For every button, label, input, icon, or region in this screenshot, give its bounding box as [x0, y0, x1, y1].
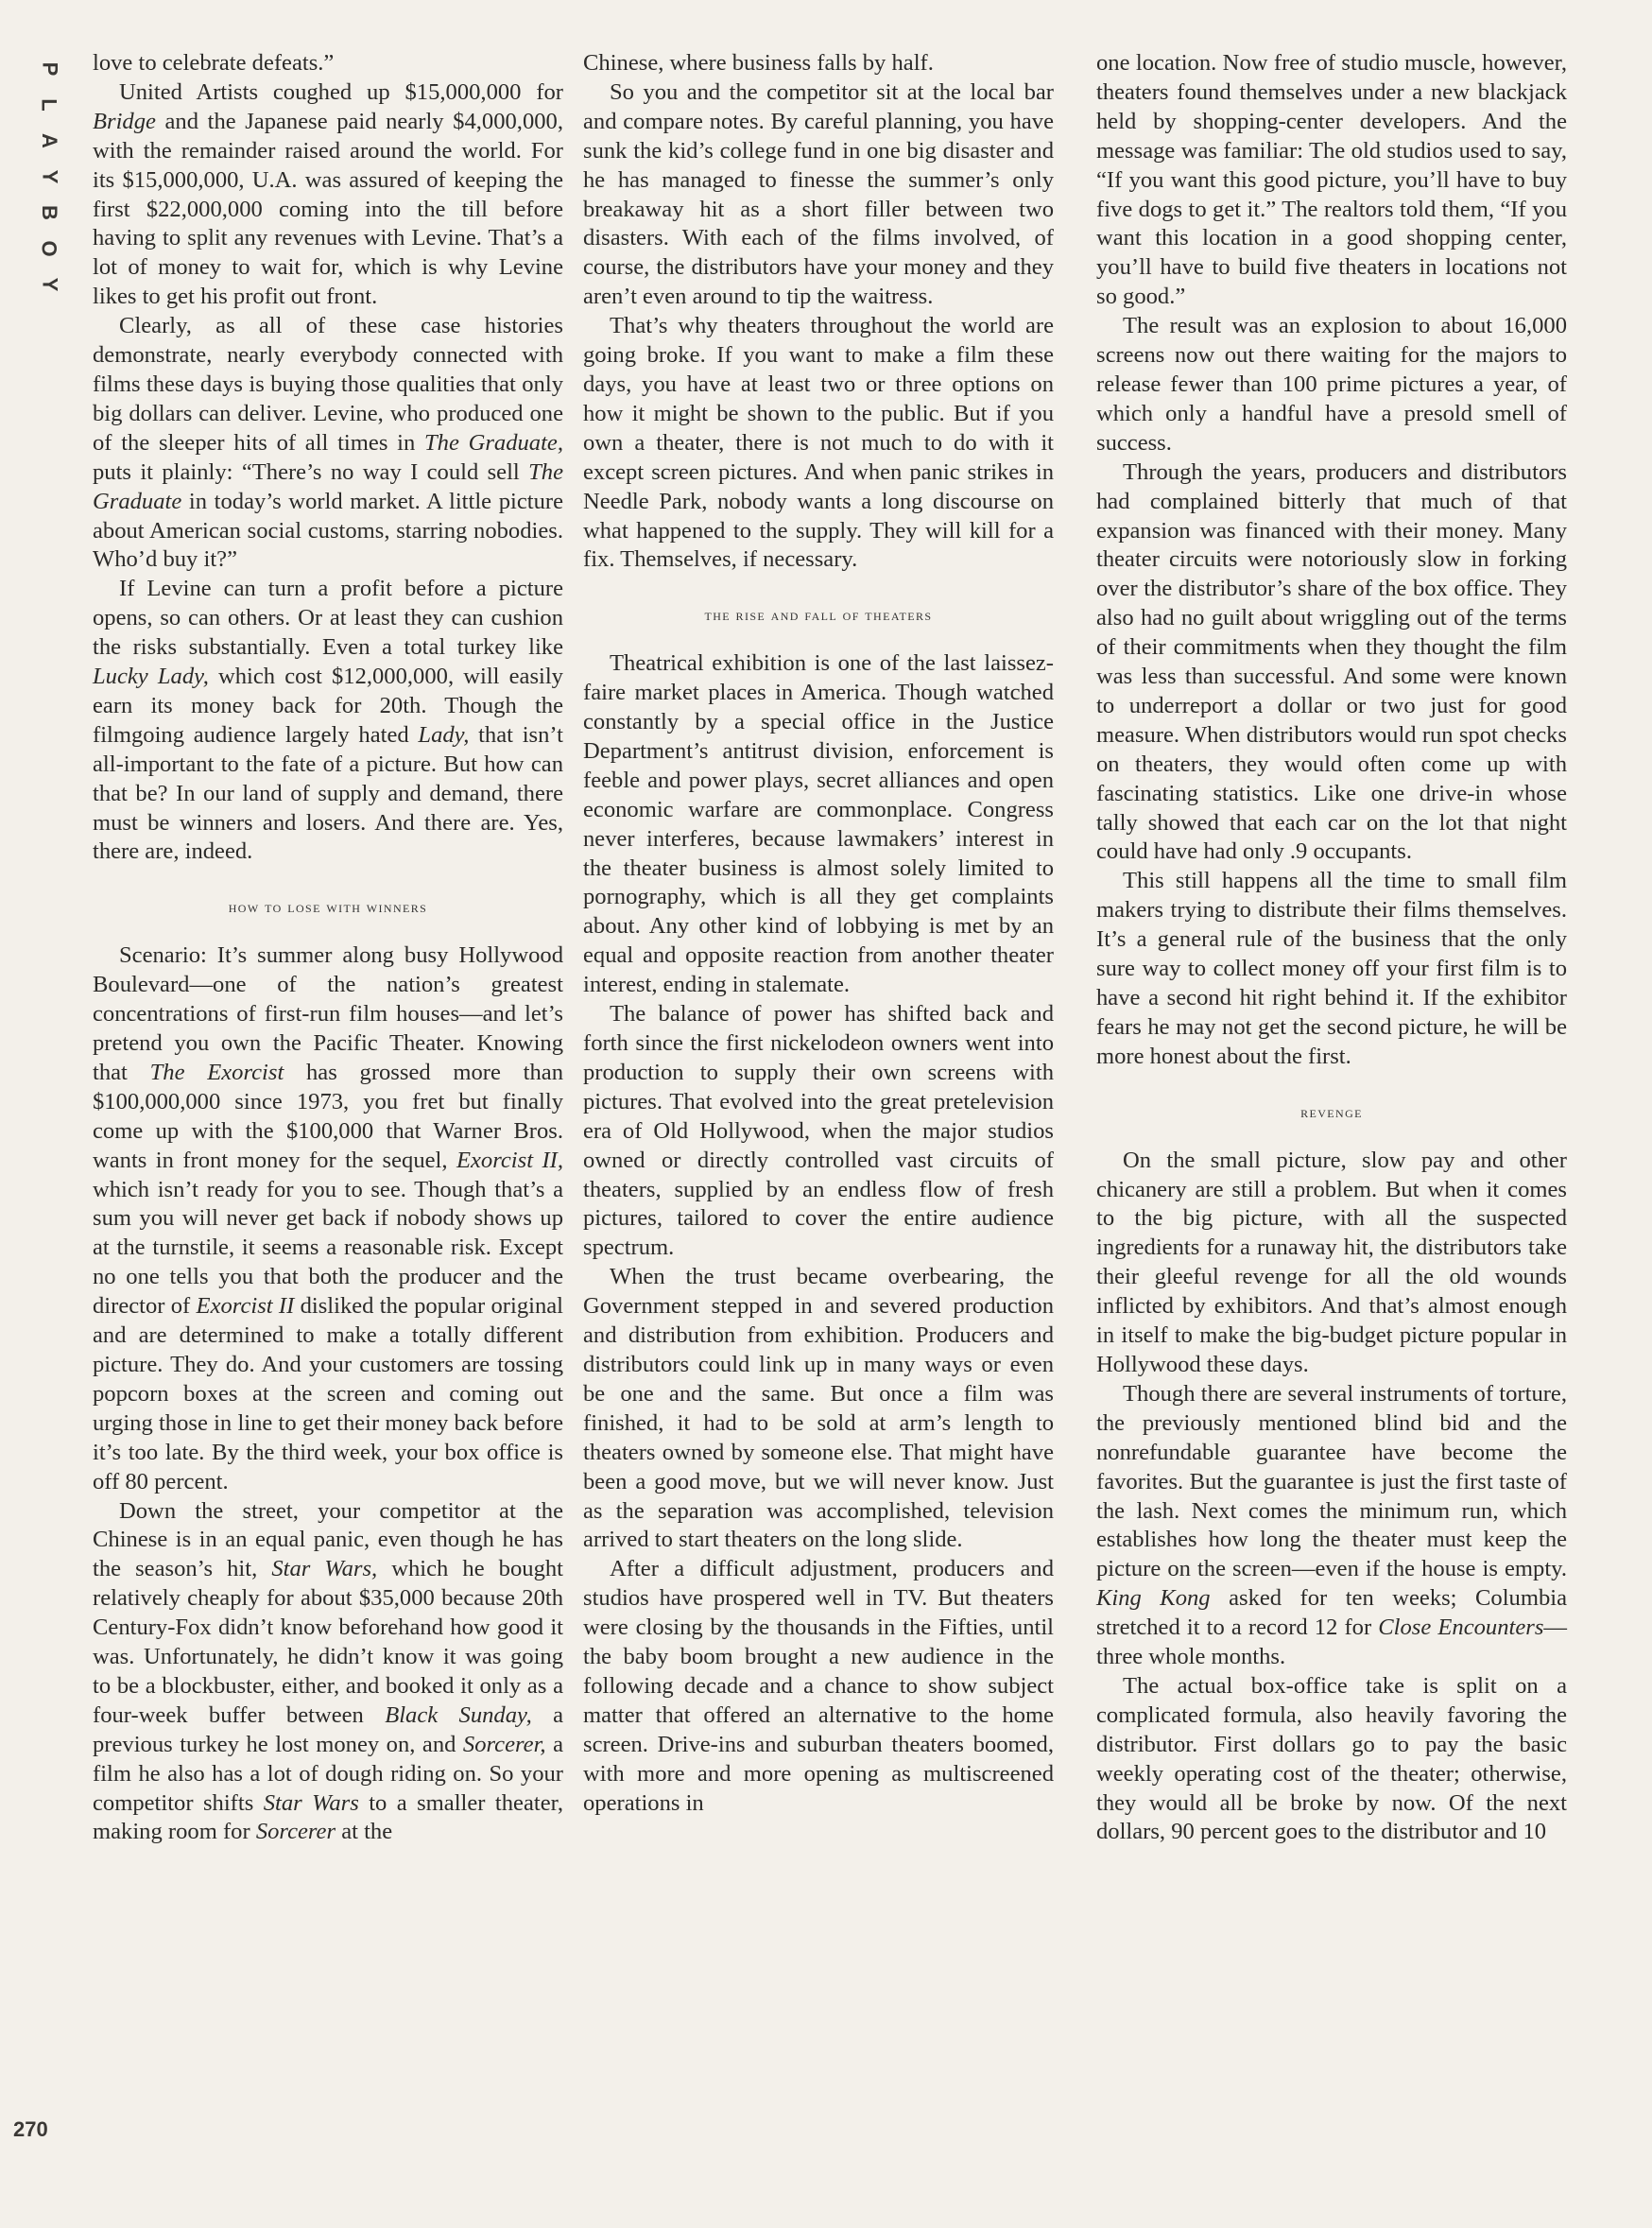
paragraph: Through the years, producers and distributors had complained bitterly that much of that expansion was financed with their money. Many theater circuits were notoriously slow in forking over the distributor’s share of the box office. They also had no guilt about wriggling out of the terms of their commitments when they thought the film was less than successful. And some were known to underreport a dollar or two just for good measure. When distributors would run spot checks on theaters, they would often come up with fascinating statistics. Like one drive-in whose tally showed that each car on the lot that night could have had only .9 occupants.: [1096, 458, 1567, 865]
paragraph: The actual box-office take is split on a complicated formula, also heavily favoring the distributor. First dollars go to pay the basic weekly operating cost of the theater; otherwise, they would all be broke by now. Of the next dollars, 90 percent goes to the distributor and 10: [1096, 1672, 1567, 1845]
paragraph: Though there are several instruments of torture, the previously mentioned blind bid and the nonrefundable guarantee have become the favorites. But the guarantee is just the first taste of the lash. Next comes the minimum run, which establishes how long the theater must keep the picture on the screen—even if the house is empty. King Kong asked for ten weeks; Columbia stretched it to a record 12 for Close Encounters—three whole months.: [1096, 1380, 1567, 1670]
section-heading: the rise and fall of theaters: [704, 606, 933, 625]
magazine-name-letter: B: [37, 205, 61, 220]
magazine-name-letter: Y: [38, 169, 61, 184]
paragraph: The result was an explosion to about 16,000 screens now out there waiting for the majors to release fewer than 100 prime pictures a year, of which only a handful have a presold smell of success.: [1096, 313, 1567, 456]
section-heading: how to lose with winners: [228, 898, 428, 917]
paragraph: one location. Now free of studio muscle, however, theaters found themselves under a new blackjack held by shopping-center developers. And the message was familiar: The old studios used to say, “If you want this good picture, you’ll have to buy five dogs to get it.” The realtors told them, “If you want this location in a good shopping center, you’ll have to build five theaters in locations not so good.”: [1096, 50, 1567, 310]
text-column-3: [1096, 49, 1567, 1847]
paragraph: love to celebrate defeats.”: [93, 50, 335, 76]
paragraph: Scenario: It’s summer along busy Hollywood Boulevard—one of the nation’s greatest concentrations of first-run film houses—and let’s pretend you own the Pacific Theater. Knowing that The Exorcist has grossed more than $100,000,000 since 1973, you fret but finally come up with the $100,000 that Warner Bros. wants in front money for the sequel, Exorcist II, which isn’t ready for you to see. Though that’s a sum you will never get back if nobody shows up at the turnstile, it seems a reasonable risk. Except no one tells you that both the producer and the director of Exorcist II disliked the popular original and are determined to make a totally different picture. They do. And your customers are tossing popcorn boxes at the screen and coming out urging those in line to get their money back before it’s too late. By the third week, your box office is off 80 percent.: [93, 942, 563, 1494]
paragraph: After a difficult adjustment, producers and studios have prospered well in TV. But theaters were closing by the thousands in the Fifties, until the baby boom brought a new audience in the following decade and a chance to show subject matter that offered an alternative to the home screen. Drive-ins and suburban theaters boomed, with more and more opening as multiscreened operations in: [583, 1556, 1054, 1816]
paragraph: Clearly, as all of these case histories demonstrate, nearly everybody connected with films these days is buying those qualities that only big dollars can deliver. Levine, who produced one of the sleeper hits of all times in The Graduate, puts it plainly: “There’s no way I could sell The Graduate in today’s world market. A little picture about American social customs, starring nobodies. Who’d buy it?”: [93, 313, 563, 573]
magazine-name-letter: P: [38, 61, 61, 77]
text-column-1: [93, 49, 563, 1847]
magazine-name-letter: L: [37, 98, 61, 112]
paragraph: That’s why theaters throughout the world are going broke. If you want to make a film these days, you have at least two or three options on how it might be shown to the public. But if you own a theater, there is not much to do with it except screen pictures. And when panic strikes in Needle Park, nobody wants a long discourse on what happened to the supply. They will kill for a fix. Themselves, if necessary.: [583, 313, 1054, 573]
paragraph: Down the street, your competitor at the Chinese is in an equal panic, even though he has the season’s hit, Star Wars, which he bought relatively cheaply for about $35,000 because 20th Century-Fox didn’t know beforehand how good it was. Unfortunately, he didn’t know it was going to be a blockbuster, either, and booked it only as a four-week buffer between Black Sunday, a previous turkey he lost money on, and Sorcerer, a film he also has a lot of dough riding on. So your competitor shifts Star Wars to a smaller theater, making room for Sorcerer at the: [93, 1497, 563, 1845]
paragraph: If Levine can turn a profit before a picture opens, so can others. Or at least they can cushion the risks substantially. Even a total turkey like Lucky Lady, which cost $12,000,000, will easily earn its money back for 20th. Though the filmgoing audience largely hated Lady, that isn’t all-important to the fate of a picture. But how can that be? In our land of supply and demand, there must be winners and losers. And there are. Yes, there are, indeed.: [93, 576, 563, 865]
section-heading: revenge: [1300, 1102, 1363, 1121]
paragraph: United Artists coughed up $15,000,000 for Bridge and the Japanese paid nearly $4,000,000, with the remainder raised around the world. For its $15,000,000, U.A. was assured of keeping the first $22,000,000 coming into the till before having to split any revenues with Levine. That’s a lot of money to wait for, which is why Levine likes to get his profit out front.: [93, 78, 563, 310]
paragraph: So you and the competitor sit at the local bar and compare notes. By careful planning, you have sunk the kid’s college fund in one big disaster and he has managed to finesse the summer’s only breakaway hit as a short filler between two disasters. With each of the films involved, of course, the distributors have your money and they aren’t even around to tip the waitress.: [583, 78, 1054, 310]
text-column-2: [583, 49, 1054, 1818]
magazine-name-letter: Y: [38, 277, 61, 292]
paragraph: On the small picture, slow pay and other chicanery are still a problem. But when it comes to the big picture, with all the suspected ingredients for a runaway hit, the distributors take their gleeful revenge for all the old wounds inflicted by exhibitors. And that’s almost enough in itself to make the big-budget picture popular in Hollywood these days.: [1096, 1147, 1567, 1377]
paragraph: This still happens all the time to small film makers trying to distribute their films themselves. It’s a general rule of the business that the only sure way to collect money off your first film is to have a second hit right behind it. If the exhibitor fears he may not get the second picture, he will be more honest about the first.: [1096, 868, 1567, 1069]
paragraph: The balance of power has shifted back and forth since the first nickelodeon owners went into production to supply their own screens with pictures. That evolved into the great pretelevision era of Old Hollywood, when the major studios owned or directly controlled vast circuits of theaters, supplied by an endless flow of fresh pictures, tailored to cover the entire audience spectrum.: [583, 1001, 1054, 1261]
paragraph: Chinese, where business falls by half.: [583, 50, 934, 76]
magazine-name-letter: O: [38, 240, 61, 257]
magazine-name-vertical: [32, 55, 66, 299]
magazine-name-letter: A: [37, 133, 61, 148]
paragraph: Theatrical exhibition is one of the last laissez-faire market places in America. Though watched constantly by a special office in the Justice Department’s antitrust division, enforcement is feeble and power plays, secret alliances and open economic warfare are commonplace. Congress never interferes, because lawmakers’ interest in the theater business is almost solely limited to pornography, which is all they get complaints about. Any other kind of lobbying is met by an equal and opposite reaction from another theater interest, ending in stalemate.: [583, 650, 1054, 998]
page-number: 270: [13, 2117, 48, 2141]
paragraph: When the trust became overbearing, the Government stepped in and severed production and distribution from exhibition. Producers and distributors could link up in many ways or even be one and the same. But once a film was finished, it had to be sold at arm’s length to theaters owned by someone else. That might have been a good move, but we will never know. Just as the separation was accomplished, television arrived to start theaters on the long slide.: [583, 1264, 1054, 1553]
